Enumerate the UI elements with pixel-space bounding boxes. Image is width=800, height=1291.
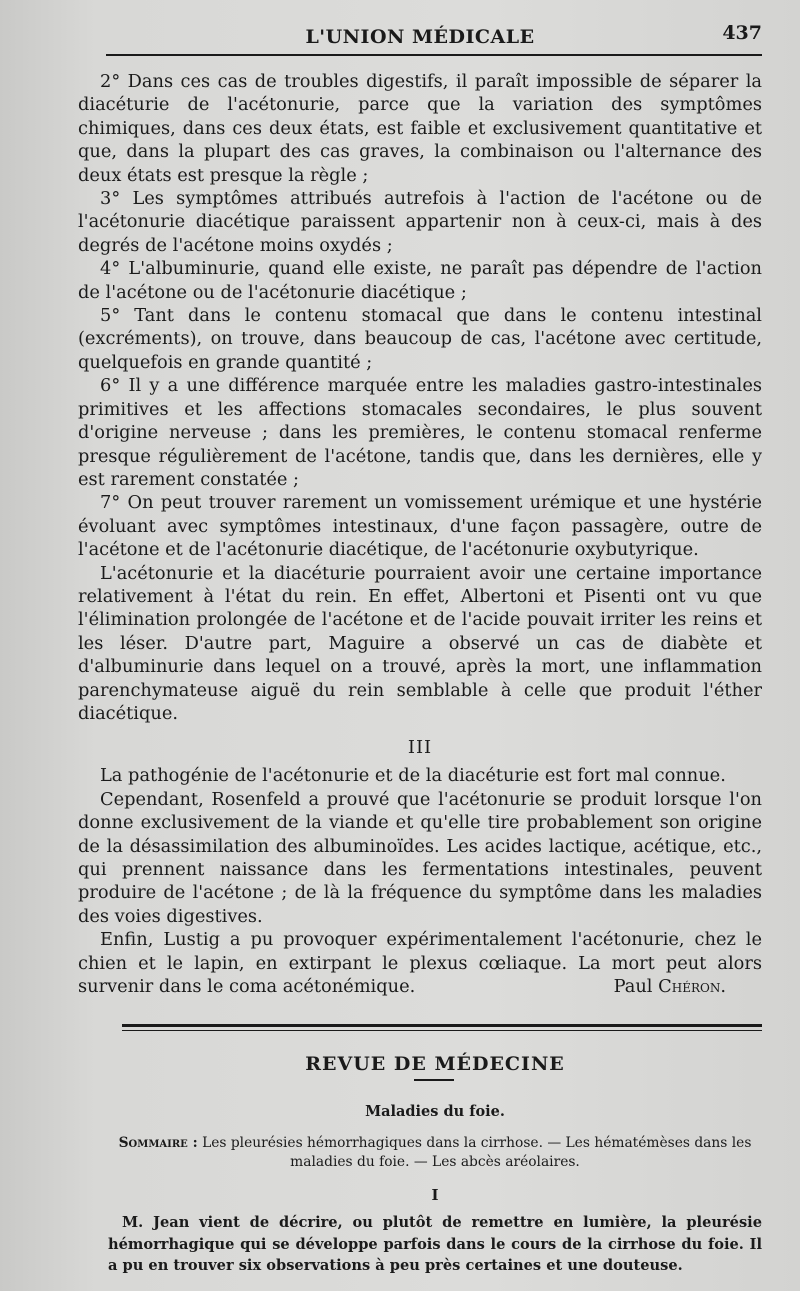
section-heading-III: III [407, 737, 433, 759]
title-underline [414, 1079, 454, 1081]
sommaire-text: Les pleurésies hémorrhagiques dans la cirrhose. — Les hématémèses dans les maladies du foie. — Les abcès aréolaires. [202, 1135, 752, 1171]
sommaire-label: Sommaire : [118, 1135, 198, 1152]
paragraph-pathogenie: La pathogénie de l'acétonurie et de la diacéturie est fort mal connue. [100, 765, 726, 787]
paragraph-kidney: L'acétonurie et la diacéturie pourraient avoir une certaine importance relativement à l'état du rein. En effet, Albertoni et Pisenti ont vu que l'élimination prolongée de l'acétone et de l'acide pouvait irriter les reins et les léser. D'autre part, Maguire a observé un cas de diabète et d'albuminurie dans lequel on a trouvé, après la mort, une inflammation parenchymateuse aiguë du rein semblable à celle que produit l'éther diacétique. [78, 562, 762, 724]
paragraph-jean: M. Jean vient de décrire, ou plutôt de remettre en lumière, la pleurésie hémorrhagique qui se développe parfois dans le cours de la cirrhose du foie. Il a pu en trouver six observations à peu près certaines et une douteuse. [108, 1214, 762, 1275]
subsection-heading-I: I [431, 1186, 439, 1205]
paragraph-conclusion-6: 6° Il y a une différence marquée entre les maladies gastro-intestinales primitives et les affections stomacales secondaires, le plus souvent d'origine nerveuse ; dans les premières, le contenu stomacal renferme presque régulièrement de l'acétone, tandis que, dans les dernières, elle y est rarement constatée ; [78, 375, 762, 490]
journal-title: L'UNION MÉDICALE [305, 26, 535, 48]
section-divider [122, 1024, 762, 1031]
signature-first-name: Paul [613, 976, 653, 998]
paragraph-conclusion-5: 5° Tant dans le contenu stomacal que dans le contenu intestinal (excréments), on trouve, dans beaucoup de cas, l'acétone avec certitude, quelquefois en grande quantité ; [78, 305, 762, 373]
paragraph-lustig: Enfin, Lustig a pu provoquer expérimentalement l'acétonurie, chez le chien et le lapin, en extirpant le plexus cœliaque. La mort peut alors survenir dans le coma acétonémique. [78, 929, 762, 998]
paragraph-conclusion-3: 3° Les symptômes attribués autrefois à l'action de l'acétone ou de l'acétonurie diacétique paraissent appartenir non à ceux-ci, mais à des degrés de l'acétone moins oxydés ; [78, 188, 762, 256]
rubric-heading: Maladies du foie. [365, 1103, 505, 1121]
revue-body [78, 1212, 762, 1277]
page-number: 437 [722, 22, 762, 44]
header-rule [106, 54, 762, 56]
paragraph-conclusion-2: 2° Dans ces cas de troubles digestifs, il paraît impossible de séparer la diacéturie de l'acétonurie, parce que la variation des symptômes chimiques, dans ces deux états, est faible et exclusivement quantitative et que, dans la plupart des cas graves, la combinaison ou l'alternance des deux états est presque la règle ; [78, 71, 762, 186]
running-head [78, 22, 762, 52]
article-body [78, 70, 762, 998]
paragraph-conclusion-4: 4° L'albuminurie, quand elle existe, ne paraît pas dépendre de l'action de l'acétone ou de l'acétonurie diacétique ; [78, 258, 762, 303]
sommaire [108, 1134, 762, 1172]
revue-title: REVUE DE MÉDECINE [305, 1053, 565, 1076]
signature-last-name: Chéron. [658, 976, 726, 998]
paragraph-conclusion-7: 7° On peut trouver rarement un vomissement urémique et une hystérie évoluant avec symptômes intestinaux, d'une façon passagère, outre de l'acétone et de l'acétonurie diacétique, de l'acétonurie oxybutyrique. [78, 492, 762, 561]
paragraph-rosenfeld: Cependant, Rosenfeld a prouvé que l'acétonurie se produit lorsque l'on donne exclusivement de la viande et qu'elle tire probablement son origine de la désassimilation des albuminoïdes. Les acides lactique, acétique, etc., qui prennent naissance dans les fermentations intestinales, peuvent produire de l'acétone ; de là la fréquence du symptôme dans les maladies des voies digestives. [78, 788, 762, 927]
